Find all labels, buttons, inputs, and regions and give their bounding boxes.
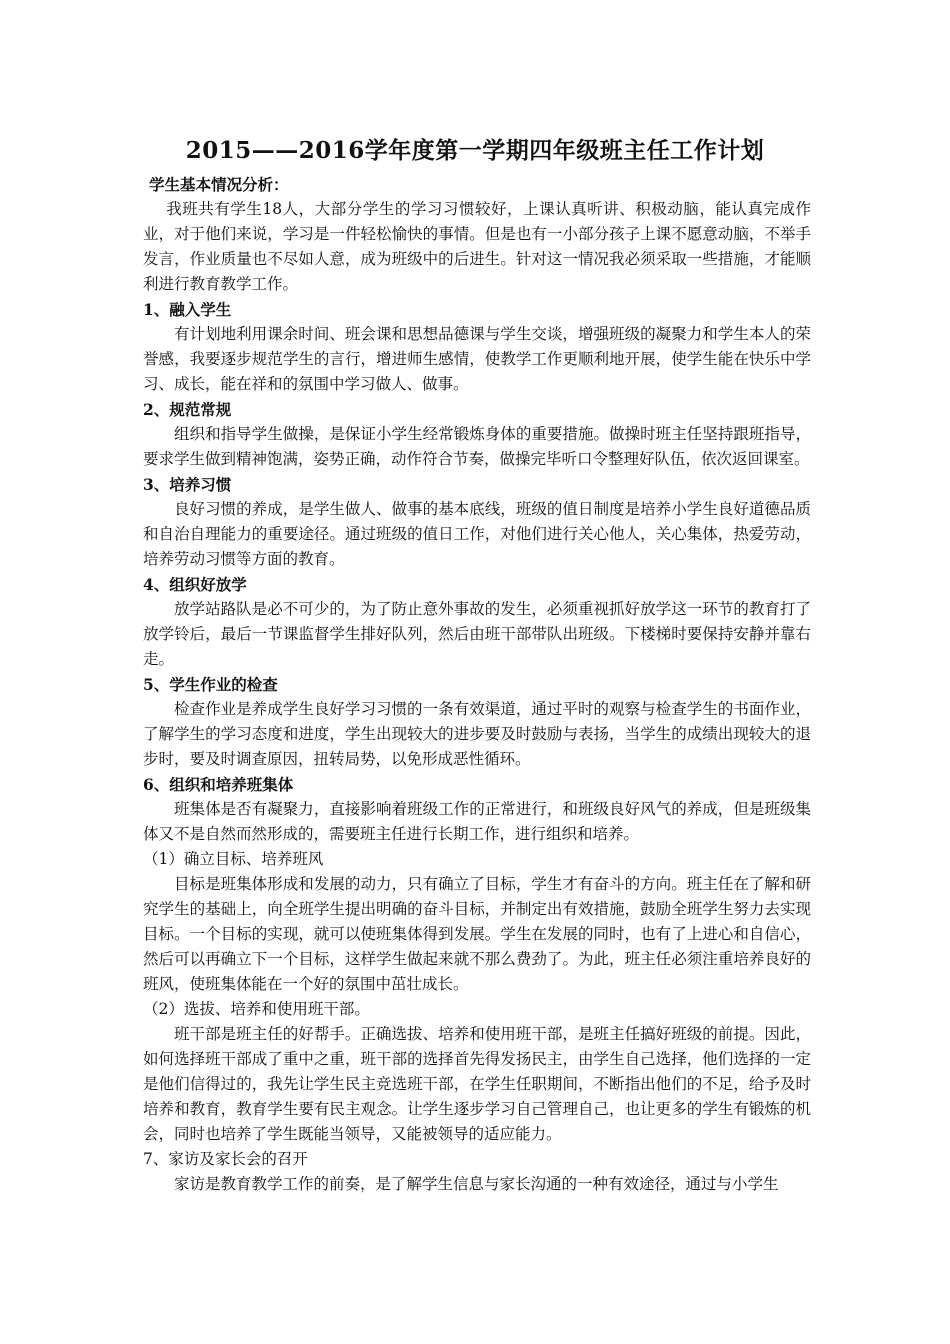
subsection-heading-1: （1）确立目标、培养班风 <box>143 850 324 868</box>
section-paragraph-7: 家访是教育教学工作的前奏，是了解学生信息与家长沟通的一种有效途径，通过与小学生 <box>174 1175 779 1193</box>
section-heading-1: 1、融入学生 <box>143 300 232 319</box>
section-heading-3: 3、培养习惯 <box>143 475 232 494</box>
section-heading-4: 4、组织好放学 <box>143 575 247 594</box>
section-paragraph-2: 组织和指导学生做操，是保证小学生经常锻炼身体的重要措施。做操时班主任坚持跟班指导，要求学生做到精神饱满，姿势正确，动作符合节奏，做操完毕听口令整理好队伍，依次返回课室。 <box>143 425 811 468</box>
section-heading-7: 7、家访及家长会的召开 <box>143 1150 308 1168</box>
document-title: 2015——2016学年度第一学期四年级班主任工作计划 <box>185 137 765 164</box>
section-paragraph-3: 良好习惯的养成，是学生做人、做事的基本底线，班级的值日制度是培养小学生良好道德品质和自治自理能力的重要途径。通过班级的值日工作，对他们进行关心他人，关心集体，热爱劳动，培养劳动习惯等方面的教育。 <box>143 500 811 568</box>
section-heading-5: 5、学生作业的检查 <box>143 675 278 694</box>
intro-heading: 学生基本情况分析： <box>149 175 289 194</box>
intro-paragraph: 我班共有学生18人，大部分学生的学习习惯较好，上课认真听讲、积极动脑，能认真完成作业，对于他们来说，学习是一件轻松愉快的事情。但是也有一小部分孩子上课不愿意动脑，不举手发言，作业质量也不尽如人意，成为班级中的后进生。针对这一情况我必须采取一些措施，才能顺利进行教育教学工作。 <box>143 200 811 293</box>
subsection-paragraph-2: 班干部是班主任的好帮手。正确选拔、培养和使用班干部，是班主任搞好班级的前提。因此，如何选择班干部成了重中之重，班干部的选择首先得发扬民主，由学生自己选择，他们选择的一定是他们信得过的，我先让学生民主竞选班干部，在学生任职期间，不断指出他们的不足，给予及时培养和教育，教育学生要有民主观念。让学生逐步学习自己管理自己，也让更多的学生有锻炼的机会，同时也培养了学生既能当领导，又能被领导的适应能力。 <box>143 1025 811 1143</box>
section-heading-2: 2、规范常规 <box>143 400 232 419</box>
section-heading-6: 6、组织和培养班集体 <box>143 775 294 794</box>
subsection-heading-2: （2）选拔、培养和使用班干部。 <box>143 1000 370 1018</box>
section-paragraph-5: 检查作业是养成学生良好学习习惯的一条有效渠道，通过平时的观察与检查学生的书面作业，了解学生的学习态度和进度，学生出现较大的进步要及时鼓励与表扬，当学生的成绩出现较大的退步时，要及时调查原因，扭转局势，以免形成恶性循环。 <box>143 700 811 768</box>
section-paragraph-4: 放学站路队是必不可少的，为了防止意外事故的发生，必须重视抓好放学这一环节的教育打了放学铃后，最后一节课监督学生排好队列，然后由班干部带队出班级。下楼梯时要保持安静并靠右走。 <box>143 600 811 668</box>
section-paragraph-6: 班集体是否有凝聚力，直接影响着班级工作的正常进行，和班级良好风气的养成，但是班级集体又不是自然而然形成的，需要班主任进行长期工作，进行组织和培养。 <box>143 800 811 843</box>
document-body <box>143 172 811 1197</box>
section-paragraph-1: 有计划地利用课余时间、班会课和思想品德课与学生交谈，增强班级的凝聚力和学生本人的荣誉感，我要逐步规范学生的言行，增进师生感情，使教学工作更顺利地开展，使学生能在快乐中学习、成长，能在祥和的氛围中学习做人、做事。 <box>143 325 811 393</box>
subsection-paragraph-1: 目标是班集体形成和发展的动力，只有确立了目标，学生才有奋斗的方向。班主任在了解和研究学生的基础上，向全班学生提出明确的奋斗目标，并制定出有效措施，鼓励全班学生努力去实现目标。一个目标的实现，就可以使班集体得到发展。学生在发展的同时，也有了上进心和自信心，然后可以再确立下一个目标，这样学生做起来就不那么费劲了。为此，班主任必须注重培养良好的班风，使班集体能在一个好的氛围中茁壮成长。 <box>143 875 811 993</box>
